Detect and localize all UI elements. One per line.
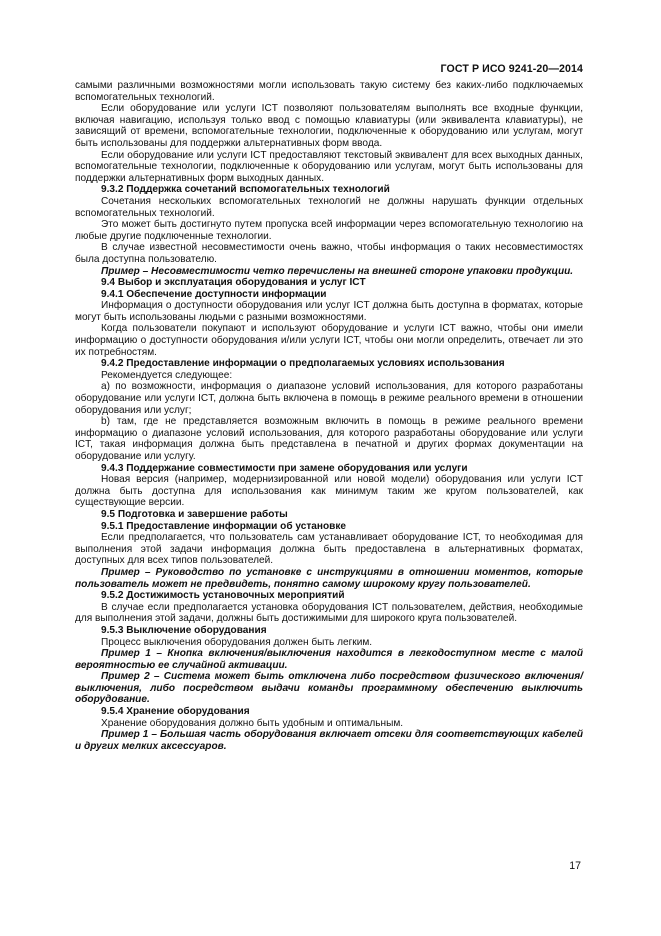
section-heading: 9.5 Подготовка и завершение работы [101,508,288,520]
document-body [75,80,583,752]
paragraph: Новая версия (например, модернизированной или новой модели) оборудования или услуги ICT должна быть доступна для использования как минимум таким же кругом пользователей, как существующие версии. [75,474,583,509]
page-number: 17 [569,860,581,872]
paragraph: Если оборудование или услуги ICT позволяют пользователям выполнять все входные функции, включая навигацию, используя только ввод с помощью клавиатуры (или эквивалента клавиатуры), не зависящий от времени, вспомогательные технологии, подключенные к оборудованию или услугам, могут быть использованы для поддержки альтернативных форм ввода. [75,103,583,149]
paragraph: Сочетания нескольких вспомогательных технологий не должны нарушать функции отдельных вспомогательных технологий. [75,195,583,219]
section-heading: 9.4 Выбор и эксплуатация оборудования и услуг ICT [101,277,366,289]
example-paragraph: Пример – Несовместимости четко перечислены на внешней стороне упаковки продукции. [101,265,574,277]
section-heading: 9.5.4 Хранение оборудования [101,706,250,718]
example-paragraph: Пример 1 – Кнопка включения/выключения находится в легкодоступном месте с малой вероятностью ее случайной активации. [75,648,583,671]
list-item: a) по возможности, информация о диапазоне условий использования, для которого разработаны оборудование или услуги ICT, должна быть включена в помощь в режиме реального времени в отношении оборудования или услуг; [75,381,583,416]
paragraph: самыми различными возможностями могли использовать такую систему без каких-либо подключаемых вспомогательных технологий. [75,80,583,103]
section-heading: 9.4.1 Обеспечение доступности информации [101,288,327,300]
example-paragraph: Пример – Руководство по установке с инструкциями в отношении моментов, которые пользователь может не предвидеть, понятно самому широкому кругу пользователей. [75,566,583,590]
paragraph: В случае если предполагается установка оборудования ICT пользователем, действия, необходимые для выполнения этой задачи, должны быть достижимыми для широкого круга пользователей. [75,601,583,625]
section-heading: 9.5.1 Предоставление информации об установке [101,520,347,532]
document-code: ГОСТ Р ИСО 9241-20—2014 [440,63,583,75]
section-heading: 9.5.2 Достижимость установочных мероприятий [101,590,345,602]
paragraph: В случае известной несовместимости очень важно, чтобы информация о таких несовместимостях была доступна пользователю. [75,242,583,265]
paragraph: Когда пользователи покупают и используют оборудование и услуги ICT важно, чтобы они имели информацию о доступности оборудования и/или услуги ICT, чтобы они могли определить, отвечает ли это их потребностям. [75,323,583,358]
list-item: b) там, где не представляется возможным включить в помощь в режиме реального времени информацию о диапазоне условий использования, для которого разработаны оборудование или услуги ICT, такая информация должна быть представлена в печатной и других формах документации на оборудование или услугу. [75,416,583,462]
paragraph: Это может быть достигнуто путем пропуска всей информации через вспомогательную технологию на любые другие подключенные технологии. [75,219,583,242]
paragraph: Если предполагается, что пользователь сам устанавливает оборудование ICT, то необходимая для выполнения этой задачи информация должна быть предоставлена в альтернативных форматах, доступных для всех типов пользователей. [75,532,583,567]
example-paragraph: Пример 1 – Большая часть оборудования включает отсеки для соответствующих кабелей и других мелких аксессуаров. [75,729,583,752]
section-heading: 9.4.3 Поддержание совместимости при замене оборудования или услуги [101,462,468,474]
paragraph: Процесс выключения оборудования должен быть легким. [101,636,373,648]
paragraph: Если оборудование или услуги ICT предоставляют текстовый эквивалент для всех выходных данных, вспомогательные технологии, подключенные к оборудованию или услугам, могут быть использованы для поддержки альтернативных форм выходных данных. [75,149,583,184]
example-paragraph: Пример 2 – Система может быть отключена либо посредством физического включения/выключения, либо посредством выдачи команды программному обеспечению выключить оборудование. [75,671,583,706]
paragraph: Информация о доступности оборудования или услуг ICT должна быть доступна в форматах, которые могут быть использованы людьми с разными возможностями. [75,300,583,323]
paragraph: Хранение оборудования должно быть удобным и оптимальным. [101,717,404,729]
paragraph: Рекомендуется следующее: [101,369,233,381]
section-heading: 9.5.3 Выключение оборудования [101,624,267,636]
section-heading: 9.4.2 Предоставление информации о предполагаемых условиях использования [101,358,505,370]
section-heading: 9.3.2 Поддержка сочетаний вспомогательных технологий [101,184,390,196]
